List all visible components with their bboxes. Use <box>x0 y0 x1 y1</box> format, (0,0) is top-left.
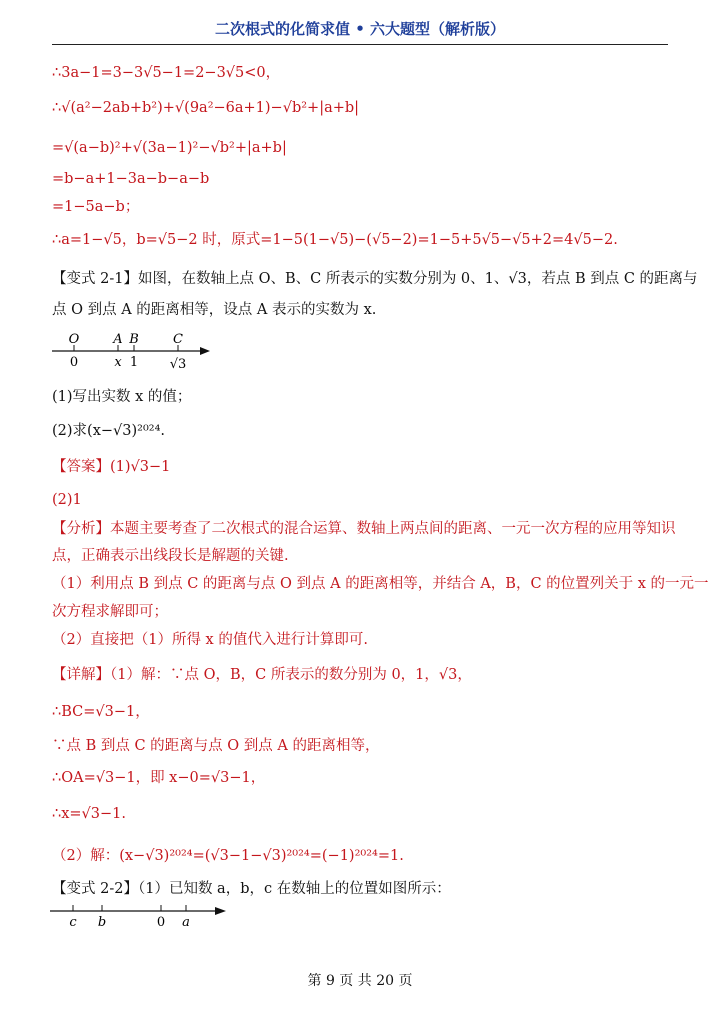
solution-line-5: =1−5a−b； <box>52 199 140 215</box>
variant-2-2-tag: 【变式 2-2】 <box>52 881 138 897</box>
answer-tag: 【答案】 <box>52 459 110 475</box>
point-label-c: c <box>69 915 77 930</box>
point-label-zero: 0 <box>156 915 166 930</box>
variant-2-1-line-1 <box>52 268 698 290</box>
detail-line-4: ∴OA=√3−1，即 x−0=√3−1， <box>52 770 266 786</box>
value-label-x: x <box>114 355 122 370</box>
point-label-B: B <box>129 332 139 347</box>
page-header-title: 二次根式的化简求值 • 六大题型（解析版） <box>52 14 668 45</box>
point-label-A: A <box>113 332 123 347</box>
value-label-0: 0 <box>69 355 79 370</box>
value-label-1: 1 <box>129 355 139 370</box>
detail-line-3: ∵点 B 到点 C 的距离与点 O 到点 A 的距离相等， <box>52 738 380 754</box>
analysis-line-2: 点，正确表示出线段长是解题的关键. <box>52 548 289 564</box>
analysis-line-4: 次方程求解即可； <box>52 604 168 620</box>
detail-line-5: ∴x=√3−1. <box>52 806 127 822</box>
solution-line-2: ∴√(a²−2ab+b²)+√(9a²−6a+1)−√b²+|a+b| <box>52 100 360 116</box>
detail-line-2: ∴BC=√3−1， <box>52 704 150 720</box>
variant-2-2-text: （1）已知数 a，b，c 在数轴上的位置如图所示： <box>137 881 451 897</box>
analysis-line-1 <box>52 518 682 540</box>
answer-part-1: (1)√3−1 <box>110 459 171 475</box>
number-line-figure-2 <box>50 900 235 932</box>
detail-tag: 【详解】 <box>52 667 110 683</box>
answer-line-1 <box>52 456 682 478</box>
detail-line-6: （2）解：(x−√3)²⁰²⁴=(√3−1−√3)²⁰²⁴=(−1)²⁰²⁴=1. <box>52 848 404 864</box>
number-line-figure-1 <box>52 330 222 375</box>
point-label-O: O <box>68 332 80 347</box>
point-label-b: b <box>97 915 107 930</box>
solution-line-6: ∴a=1−√5，b=√5−2 时，原式=1−5(1−√5)−(√5−2)=1−5+5√5−√5+2=4√5−2. <box>52 232 618 248</box>
analysis-tag: 【分析】 <box>52 521 110 537</box>
detail-line-1 <box>52 664 682 686</box>
question-part-1: (1)写出实数 x 的值； <box>52 389 192 405</box>
point-label-C: C <box>173 332 183 347</box>
variant-2-2-line <box>52 878 682 900</box>
answer-line-2: (2)1 <box>52 492 82 508</box>
detail-text: （1）解：∵点 O，B，C 所表示的数分别为 0，1，√3， <box>110 667 472 683</box>
page-footer: 第 9 页 共 20 页 <box>307 973 413 989</box>
value-label-sqrt3: √3 <box>169 357 187 372</box>
point-label-a: a <box>182 915 190 930</box>
analysis-line-3: （1）利用点 B 到点 C 的距离与点 O 到点 A 的距离相等，并结合 A，B，C 的位置列关于 x 的一元一 <box>52 576 709 592</box>
question-part-2: (2)求(x−√3)²⁰²⁴. <box>52 423 166 439</box>
variant-2-1-line-2: 点 O 到点 A 的距离相等，设点 A 表示的实数为 x. <box>52 302 377 318</box>
analysis-line-5: （2）直接把（1）所得 x 的值代入进行计算即可. <box>52 632 368 648</box>
analysis-text: 本题主要考查了二次根式的混合运算、数轴上两点间的距离、一元一次方程的应用等知识 <box>110 521 676 537</box>
solution-line-1: ∴3a−1=3−3√5−1=2−3√5<0， <box>52 65 281 81</box>
solution-line-3: =√(a−b)²+√(3a−1)²−√b²+|a+b| <box>52 140 287 156</box>
solution-line-4: =b−a+1−3a−b−a−b <box>52 171 210 187</box>
variant-2-1-text: 如图，在数轴上点 O、B、C 所表示的实数分别为 0、1、√3，若点 B 到点 C 的距离与 <box>137 271 698 287</box>
variant-tag: 【变式 2-1】 <box>52 271 138 287</box>
